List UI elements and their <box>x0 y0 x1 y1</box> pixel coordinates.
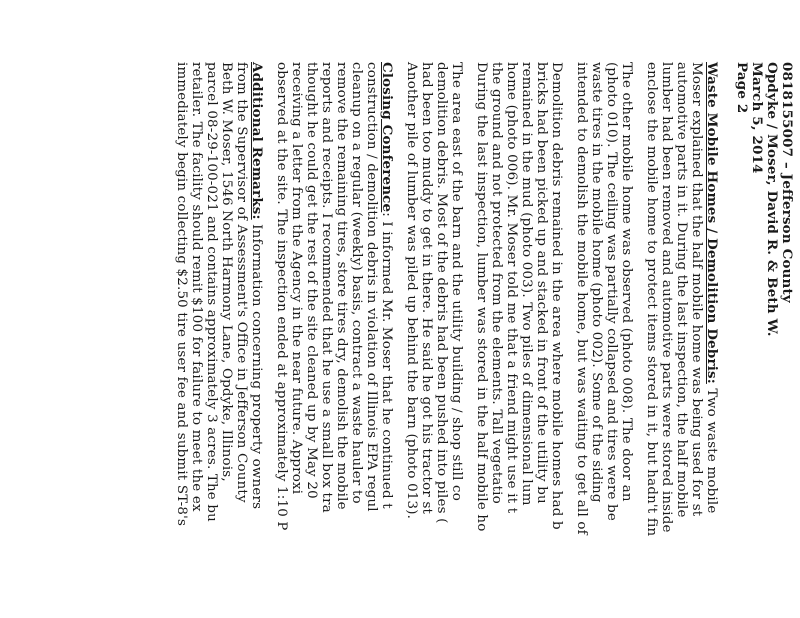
paragraph-line: Two waste mobile <box>704 383 719 514</box>
paragraph-line: lumber had been removed and automotive parts were stored inside <box>659 62 674 533</box>
paragraph-line: demolition debris. Most of the debris had been pushed into piles ( <box>434 62 449 524</box>
additional-first-line <box>249 62 264 509</box>
paragraph-line: The area east of the barn and the utility building / shop still co <box>449 62 464 502</box>
waste-mobile-heading: Waste Mobile Homes / Demolition Debris: <box>704 62 720 384</box>
paragraph-line: immediately begin collecting $2.50 tire user fee and submit ST-8's <box>174 62 189 527</box>
paragraph-line: from the Supervisor of Assessment's Office in Jefferson County <box>234 62 249 503</box>
paragraph-line: home (photo 006). Mr. Moser told me that a friend might use it t <box>504 62 519 514</box>
document-date-line: March 5, 2014 <box>749 62 765 174</box>
paragraph-line: bricks had been picked up and stacked in front of the utility bu <box>534 62 549 504</box>
document-id-line: 0818155007 – Jefferson County <box>779 62 795 303</box>
paragraph-line: automotive parts in it. During the last inspection, the half mobile <box>674 62 689 518</box>
paragraph-line: had been too muddy to get in there. He said he got his tractor st <box>419 62 434 515</box>
paragraph-line: the ground and not protected from the elements. Tall vegetatio <box>489 62 504 504</box>
paragraph-line: remove the remaining tires, store tires dry, demolish the mobile <box>334 62 349 510</box>
paragraph-line: construction / demolition debris in violation of Illinois EPA regul <box>364 62 379 512</box>
closing-first-line <box>379 62 394 509</box>
paragraph-line: (photo 010). The ceiling was partially collapsed and tires were be <box>604 62 619 522</box>
paragraph-line: intended to demolish the mobile home, but was waiting to get all of <box>574 62 589 535</box>
rotated-document-page <box>121 0 800 618</box>
paragraph-line: : I informed Mr. Moser that he continued t <box>379 212 394 509</box>
paragraph-line: reports and receipts. I recommended that he use a small box tra <box>319 62 334 513</box>
paragraph-line: enclose the mobile home to protect items stored in it, but hadn't fin <box>644 62 659 537</box>
paragraph-line: remained in the mud (photo 003). Two piles of dimensional lum <box>519 62 534 506</box>
paragraph-line: Another pile of lumber was piled up behind the barn (photo 013). <box>404 62 419 520</box>
paragraph-line: cleanup on a regular (weekly) basis, contract a waste hauler to <box>349 62 364 504</box>
document-name-line: Opdyke / Moser, David R. & Beth W. <box>764 62 780 337</box>
additional-heading: Additional Remarks: <box>249 62 265 220</box>
waste-mobile-first-line <box>704 62 719 513</box>
paragraph-line: Beth W. Moser, 1546 North Harmony Lane, Opdyke, Illinois, <box>219 62 234 482</box>
paragraph-line: parcel 08-29-100-021 and contains approximately 3 acres. The bu <box>204 62 219 522</box>
paragraph-line: observed at the site. The inspection ended at approximately 1:10 P <box>274 62 289 531</box>
paragraph-line: Demolition debris remained in the area where mobile homes had b <box>549 62 564 530</box>
paragraph-line: The other mobile home was observed (photo 008). The door an <box>619 62 634 502</box>
closing-heading: Closing Conference <box>379 62 395 213</box>
paragraph-line: Moser explained that the half mobile home was being used for st <box>689 62 704 517</box>
paragraph-line: During the last inspection, lumber was stored in the half mobile ho <box>474 62 489 532</box>
paragraph-line: thought he could get the rest of the site cleaned up by May 20 <box>304 62 319 499</box>
document-page-line: Page 2 <box>734 62 750 114</box>
paragraph-line: Information concerning property owners <box>249 219 264 510</box>
paragraph-line: retailer. The facility should remit $100 for failure to meet the ex <box>189 62 204 512</box>
paragraph-line: waste tires in the mobile home (photo 002). Some of the siding <box>589 62 604 503</box>
paragraph-line: receiving a letter from the Agency in the near future. Approxi <box>289 62 304 495</box>
